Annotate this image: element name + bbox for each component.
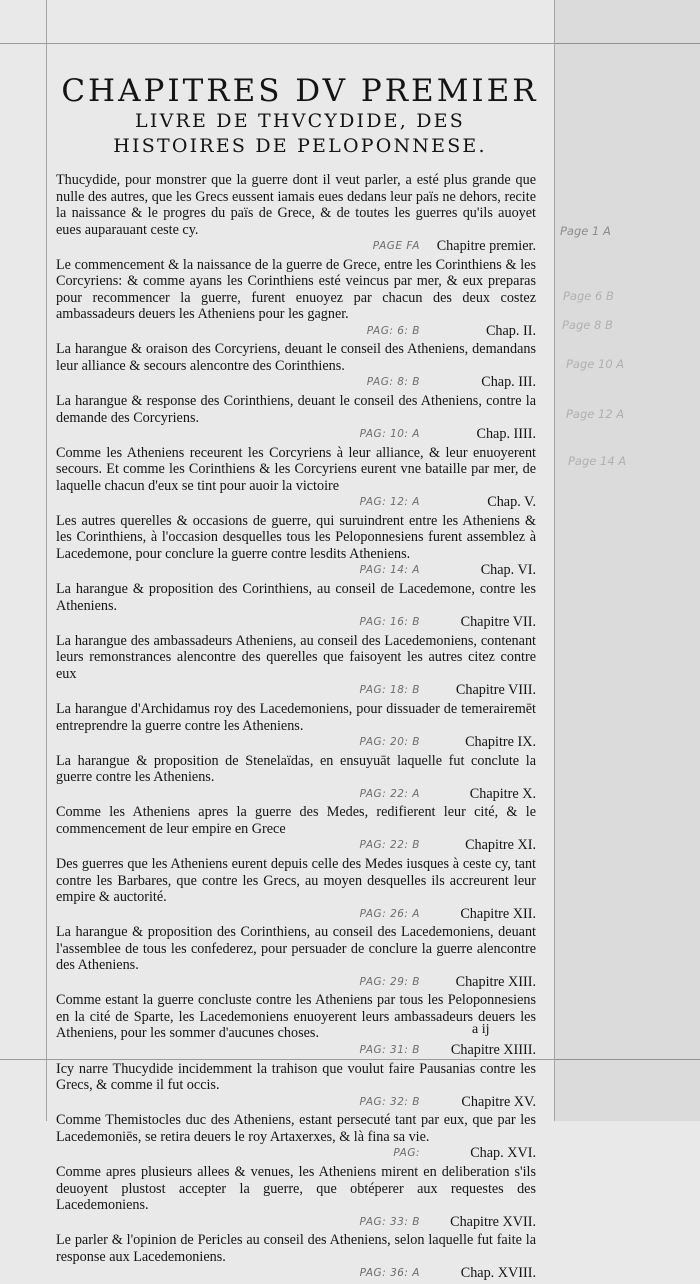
entry-text: Des guerres que les Atheniens eurent depuis celle des Medes iusques à ceste cy, tant contre les Barbares, que contre les Grecs, au moyen desquelles ils accreurent leur empire & auctorité. <box>56 856 536 906</box>
chapter-label: Chapitre VII. <box>460 614 536 631</box>
page-title: CHAPITRES DV PREMIER <box>61 73 539 109</box>
page-reference: PAG: 18: B <box>359 684 420 697</box>
toc-entry <box>56 445 540 511</box>
toc-entry <box>56 257 540 340</box>
left-rule <box>46 0 47 1121</box>
page-reference: PAG: 16: B <box>359 616 420 629</box>
toc-entry <box>56 804 540 854</box>
toc-entry <box>56 753 540 803</box>
entry-text: Les autres querelles & occasions de guerre, qui suruindrent entre les Atheniens & les Corinthiens, à l'occasion desquelles tous les Peloponnesiens furent assemblez à Lacedemone, pour conclure la guerre contre lesdits Atheniens. <box>56 512 536 562</box>
page-reference: PAG: 10: A <box>359 428 420 441</box>
toc-entry <box>56 581 540 631</box>
chapter-label: Chapitre premier. <box>436 238 536 254</box>
entry-text: Comme apres plusieurs allees & venues, les Atheniens mirent en deliberation s'ils deuoyent plustost accepter la guerre, que obtéperer aux requestes des Lacedemoniens. <box>56 1164 536 1213</box>
chapter-label: Chap. IIII. <box>476 426 536 443</box>
toc-entry <box>56 633 540 699</box>
chapter-label: Chapitre IX. <box>465 734 536 750</box>
chapter-label: Chap. V. <box>487 494 536 511</box>
page-reference: PAG: 36: A <box>359 1267 420 1280</box>
entry-text: La harangue des ambassadeurs Atheniens, au conseil des Lacedemoniens, contenant leurs remonstrances alencontre des querelles que faisoyent les autres citez contre eux <box>56 632 536 682</box>
page-reference: PAG: 32: B <box>359 1095 420 1108</box>
entry-text: La harangue & response des Corinthiens, deuant le conseil des Atheniens, contre la demande des Corcyriens. <box>56 393 536 426</box>
page-reference: PAG: 14: A <box>359 564 420 577</box>
chapter-label: Chapitre VIII. <box>455 682 536 699</box>
toc-entry <box>56 1112 540 1162</box>
chapter-label: Chapitre XIII. <box>455 973 536 990</box>
chapter-label: Chap. XVIII. <box>460 1265 536 1282</box>
page-reference: PAG: 6: B <box>366 324 420 337</box>
chapter-label: Chapitre XI. <box>465 837 536 854</box>
chapter-label: Chap. XVI. <box>470 1145 536 1162</box>
entry-text: Le commencement & la naissance de la guerre de Grece, entre les Corinthiens & les Corcyriens: & comme ayans les Corinthiens esté veincus par mer, & eux preparas pour recommencer la guerre, furent enuoyez par chacun des deux costez ambassadeurs deuers les Atheniens pour les gagner. <box>56 256 536 323</box>
toc-entry <box>56 1232 540 1282</box>
margin-note: Page 14 A <box>568 454 627 468</box>
entry-text: Comme les Atheniens receurent les Corcyriens à leur alliance, & leur enuoyerent secours. Et comme les Corinthiens & les Corcyriens eurent vne bataille par mer, de laquelle chacun d'eux se tint pour auoir la victoire <box>56 444 536 494</box>
entry-text: Thucydide, pour monstrer que la guerre dont il veut parler, a esté plus grande que nulle des autres, que les Grecs eussent iamais eues dedans leur païs ne dehors, recite la naissance & le progres du païs de Grece, & de toutes les guerres qu'ils auoyet eues auparauant ceste cy. <box>56 172 536 238</box>
signature-mark: a ij <box>472 1022 490 1037</box>
chapter-label: Chapitre XV. <box>461 1093 536 1110</box>
toc-entry <box>56 856 540 922</box>
margin-note: Page 6 B <box>563 289 614 303</box>
page-subtitle-line2: HISTOIRES DE PELOPONNESE. <box>113 135 487 157</box>
page-reference: PAG: 33: B <box>359 1215 420 1228</box>
entry-text: Comme les Atheniens apres la guerre des Medes, redifierent leur cité, & le commencement de leur empire en Grece <box>56 804 536 837</box>
toc-entry <box>56 393 540 443</box>
margin-note: Page 12 A <box>566 407 625 421</box>
page-reference: PAG: 12: A <box>359 496 420 509</box>
bleed-through-shade <box>555 0 700 1121</box>
entry-text: Comme Themistocles duc des Atheniens, estant persecuté tant par eux, que par les Lacedemoniēs, se retira deuers le roy Artaxerxes, & là fina sa vie. <box>56 1112 536 1145</box>
chapter-label: Chapitre X. <box>469 785 536 802</box>
entry-text: Icy narre Thucydide incidemment la trahison que voulut faire Pausanias contre les Grecs, & comme il fut occis. <box>56 1060 536 1094</box>
entry-text: La harangue & proposition des Corinthiens, au conseil des Lacedemoniens, deuant l'assemblee de tous les confederez, pour persuader de conclure la guerre alencontre des Atheniens. <box>56 924 536 974</box>
chapter-label: Chapitre XIIII. <box>450 1041 536 1058</box>
toc-entry <box>56 1061 540 1111</box>
chapter-label: Chap. II. <box>485 322 536 339</box>
toc-entry <box>56 341 540 391</box>
toc-entry <box>56 513 540 579</box>
margin-note: Page 10 A <box>566 357 625 371</box>
toc-entry <box>56 924 540 990</box>
page-reference: PAG: <box>393 1147 420 1160</box>
toc-entry <box>56 1164 540 1230</box>
entry-text: Comme estant la guerre concluste contre les Atheniens par tous les Peloponnesiens en la cité de Sparte, les Lacedemoniens enuoyerent leurs ambassadeurs deuers les Atheniens, pour les sommer d'aucunes choses. <box>56 992 536 1042</box>
page-reference: PAG: 26: A <box>359 907 420 920</box>
entry-text: Le parler & l'opinion de Pericles au conseil des Atheniens, selon laquelle fut faite la response aux Lacedemoniens. <box>56 1232 536 1265</box>
page-reference: PAGE FA <box>372 240 420 252</box>
page-reference: PAG: 20: B <box>359 736 420 748</box>
page-reference: PAG: 22: A <box>359 787 420 800</box>
toc-entry <box>56 172 540 255</box>
entry-text: La harangue & proposition de Stenelaïdas, en ensuyuāt laquelle fut conclute la guerre contre les Atheniens. <box>56 752 536 786</box>
entry-text: La harangue d'Archidamus roy des Lacedemoniens, pour dissuader de temerairemēt entreprendre la guerre contre les Atheniens. <box>56 701 536 734</box>
table-of-contents <box>56 172 540 1284</box>
page-reference: PAG: 29: B <box>359 975 420 988</box>
page-reference: PAG: 22: B <box>359 839 420 852</box>
entry-text: La harangue & proposition des Corinthiens, au conseil de Lacedemone, contre les Atheniens. <box>56 581 536 614</box>
page-reference: PAG: 31: B <box>359 1043 420 1056</box>
chapter-label: Chap. III. <box>481 374 536 391</box>
chapter-label: Chap. VI. <box>480 562 536 579</box>
margin-note: Page 1 A <box>560 224 611 238</box>
toc-entry <box>56 701 540 751</box>
toc-entry <box>56 992 540 1058</box>
margin-note: Page 8 B <box>562 318 613 332</box>
entry-text: La harangue & oraison des Corcyriens, deuant le conseil des Atheniens, demandans leur alliance & secours alencontre des Corinthiens. <box>56 341 536 374</box>
chapter-label: Chapitre XVII. <box>450 1213 536 1230</box>
page-reference: PAG: 8: B <box>366 376 420 389</box>
chapter-label: Chapitre XII. <box>460 905 536 922</box>
page-subtitle-line1: LIVRE DE THVCYDIDE, DES <box>135 110 465 132</box>
